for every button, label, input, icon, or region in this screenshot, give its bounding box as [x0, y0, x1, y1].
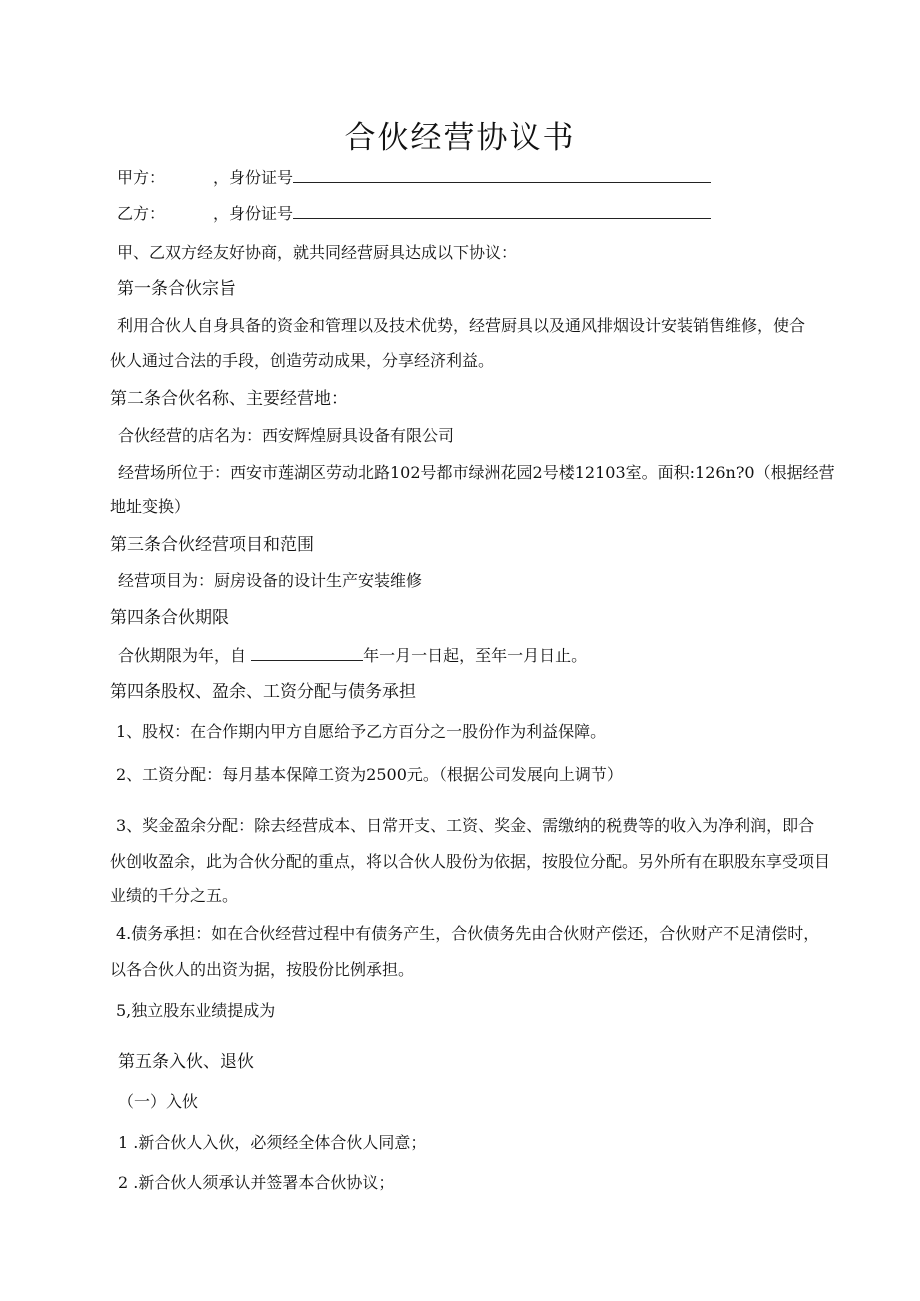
article4-equity-heading: 第四条股权、盈余、工资分配与债务承担 [110, 682, 416, 702]
party-a-label: 甲方： [117, 168, 166, 187]
article4-term-line [118, 646, 587, 666]
article1-text-line2: 伙人通过合法的手段，创造劳动成果，分享经济利益。 [110, 351, 495, 370]
article2-location-line2: 地址变换） [110, 497, 191, 516]
article5-subheading: （一）入伙 [118, 1092, 199, 1111]
party-a-line [117, 168, 711, 188]
term-start-year-blank[interactable] [251, 646, 363, 661]
article5-heading: 第五条入伙、退伙 [118, 1052, 254, 1072]
equity-item3-line1: 3、奖金盈余分配：除去经营成本、日常开支、工资、奖金、需缴纳的税费等的收入为净利润，即合 [116, 816, 815, 835]
equity-item1: 1、股权：在合作期内甲方自愿给予乙方百分之一股份作为利益保障。 [116, 722, 607, 741]
article5-item1: 1 .新合伙人入伙，必须经全体合伙人同意； [118, 1133, 427, 1152]
equity-item4-line2: 以各合伙人的出资为据，按股份比例承担。 [110, 960, 415, 979]
term-suffix: 年一月一日起，至年一月日止。 [363, 646, 588, 665]
party-b-line [117, 204, 711, 224]
article2-heading: 第二条合伙名称、主要经营地： [110, 389, 348, 409]
article2-store-name: 合伙经营的店名为：西安辉煌厨具设备有限公司 [118, 426, 455, 445]
article5-item2: 2 .新合伙人须承认并签署本合伙协议； [118, 1173, 395, 1192]
equity-item2: 2、工资分配：每月基本保障工资为2500元。（根据公司发展向上调节） [116, 765, 623, 784]
party-b-label: 乙方： [117, 204, 166, 223]
article4-term-heading: 第四条合伙期限 [110, 608, 229, 628]
article1-text-line1: 利用合伙人自身具备的资金和管理以及技术优势，经营厨具以及通风排烟设计安装销售维修，使合 [117, 316, 806, 335]
intro-paragraph: 甲、乙双方经友好协商，就共同经营厨具达成以下协议： [117, 243, 518, 262]
party-b-id-label: ，身份证号 [213, 204, 294, 223]
equity-item3-line2: 伙创收盈余，此为合伙分配的重点，将以合伙人股份为依据，按股位分配。另外所有在职股东享受项目 [110, 852, 831, 871]
term-prefix: 合伙期限为年，自 [118, 646, 247, 665]
equity-item4-line1: 4.债务承担：如在合伙经营过程中有债务产生，合伙债务先由合伙财产偿还，合伙财产不足清偿时， [116, 924, 820, 943]
equity-item3-line3: 业绩的千分之五。 [110, 886, 239, 905]
party-a-id-blank[interactable] [293, 168, 711, 183]
document-title: 合伙经营协议书 [344, 120, 576, 156]
article2-location-line1: 经营场所位于：西安市莲湖区劳动北路102号都市绿洲花园2号楼12103室。面积:126n?0（根据经营 [118, 463, 835, 482]
article1-heading: 第一条合伙宗旨 [117, 279, 236, 299]
equity-item5: 5,独立股东业绩提成为 [116, 1001, 276, 1020]
article3-heading: 第三条合伙经营项目和范围 [110, 535, 314, 555]
party-b-id-blank[interactable] [293, 204, 711, 219]
party-a-id-label: ，身份证号 [213, 168, 294, 187]
article3-scope: 经营项目为：厨房设备的设计生产安装维修 [118, 571, 423, 590]
